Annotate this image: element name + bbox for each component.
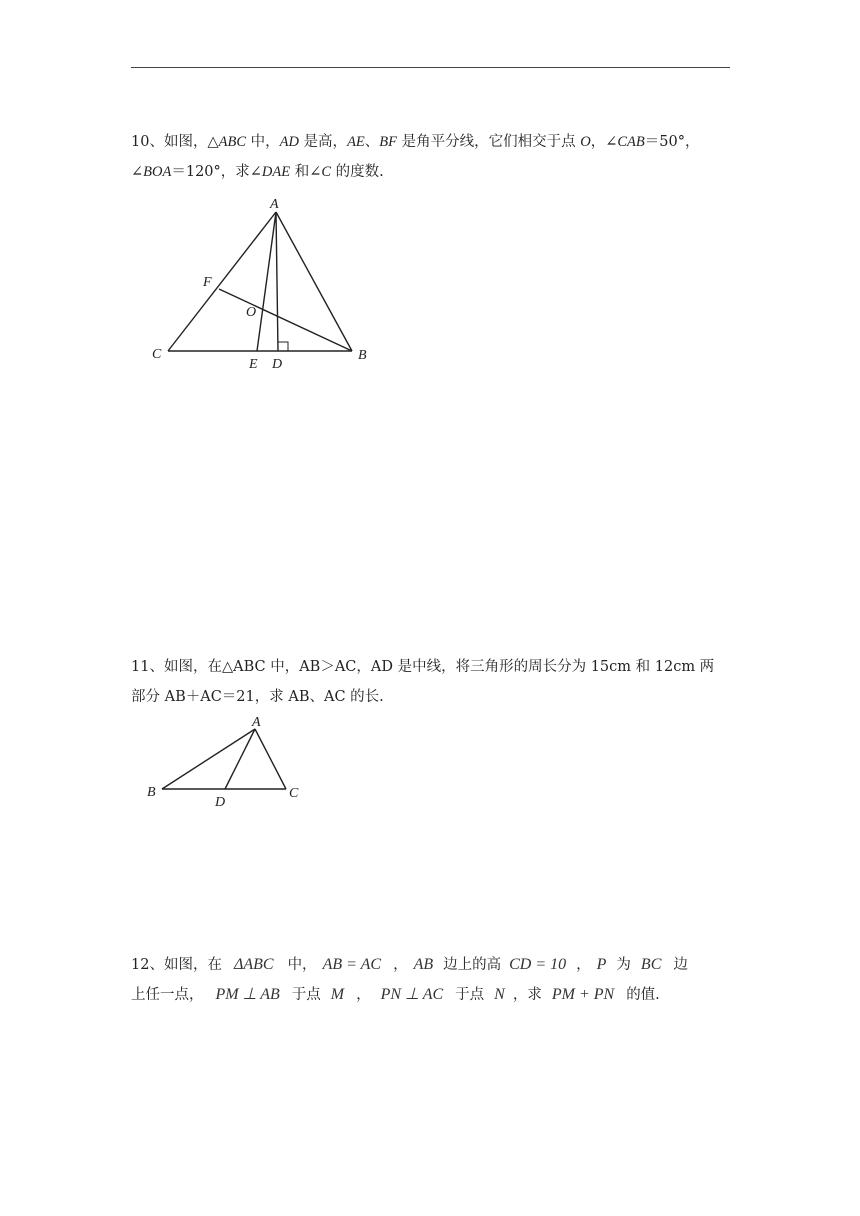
label-b: B xyxy=(147,785,156,800)
q10-text: ＝120°，求∠ xyxy=(171,164,262,180)
q12-math: CD = 10 xyxy=(509,956,567,973)
q10-text: 、 xyxy=(364,134,380,150)
q10-var: O xyxy=(580,134,591,150)
q11-line-2: 部分 AB＋AC＝21，求 AB、AC 的长. xyxy=(131,689,384,705)
q10-number: 10、 xyxy=(131,134,164,150)
q12-text: 12、如图，在 xyxy=(131,957,222,973)
q12-text: 边上的高 xyxy=(443,957,502,973)
q10-text: 和∠ xyxy=(290,164,322,180)
q12-text: 于点 xyxy=(455,987,485,1003)
q10-var: ABC xyxy=(218,134,246,150)
q12-text: 的值. xyxy=(626,987,660,1003)
q12-text: ，求 xyxy=(512,987,542,1003)
label-o: O xyxy=(246,305,257,320)
q10-text: ，∠ xyxy=(590,134,618,150)
q10-var: BF xyxy=(379,134,397,150)
q10-var: C xyxy=(321,164,332,180)
label-e: E xyxy=(249,357,258,372)
q12-text: 中， xyxy=(287,957,317,973)
q12-text: 于点 xyxy=(291,987,321,1003)
q12-math: N xyxy=(494,986,505,1003)
question-12 xyxy=(131,950,731,1010)
q12-math: PM ⊥ AB xyxy=(215,986,280,1003)
q12-math: AB = AC xyxy=(322,956,382,973)
q10-text: 中， xyxy=(246,134,280,150)
label-d: D xyxy=(215,795,226,810)
q10-text: ＝50°， xyxy=(644,134,700,150)
side-ba xyxy=(162,729,255,789)
q12-text: ， xyxy=(393,957,408,973)
label-a: A xyxy=(252,715,261,730)
q12-text: 上任一点， xyxy=(131,987,204,1003)
q10-text: 的度数. xyxy=(331,164,384,180)
q12-text: 边 xyxy=(673,957,688,973)
q10-var: DAE xyxy=(261,164,291,180)
q10-var: AE xyxy=(347,134,365,150)
q12-math: ΔABC xyxy=(233,956,274,973)
q12-text: ， xyxy=(356,987,371,1003)
q10-text: ∠ xyxy=(131,164,144,180)
q12-math: P xyxy=(596,956,607,973)
q12-math: PM + PN xyxy=(551,986,615,1003)
q10-var: CAB xyxy=(617,134,645,150)
q11-line-1: 11、如图，在△ABC 中，AB＞AC，AD 是中线，将三角形的周长分为 15cm 和 12cm 两 xyxy=(131,659,715,675)
label-a: A xyxy=(270,197,279,212)
label-c: C xyxy=(152,347,162,362)
q10-text: 是角平分线，它们相交于点 xyxy=(397,134,581,150)
side-ac xyxy=(255,729,286,789)
q10-var: BOA xyxy=(143,164,172,180)
q12-text: ， xyxy=(576,957,591,973)
label-b: B xyxy=(358,348,367,363)
q12-math: M xyxy=(330,986,345,1003)
q12-math: PN ⊥ AC xyxy=(380,986,444,1003)
q12-text: 为 xyxy=(616,957,631,973)
label-f: F xyxy=(203,275,212,290)
q12-math: AB xyxy=(413,956,434,973)
label-d: D xyxy=(272,357,283,372)
q10-text: 是高， xyxy=(298,134,348,150)
q12-math: BC xyxy=(640,956,662,973)
q10-text: 如图，△ xyxy=(163,134,219,150)
label-c: C xyxy=(289,786,299,801)
q10-var: AD xyxy=(279,134,299,150)
